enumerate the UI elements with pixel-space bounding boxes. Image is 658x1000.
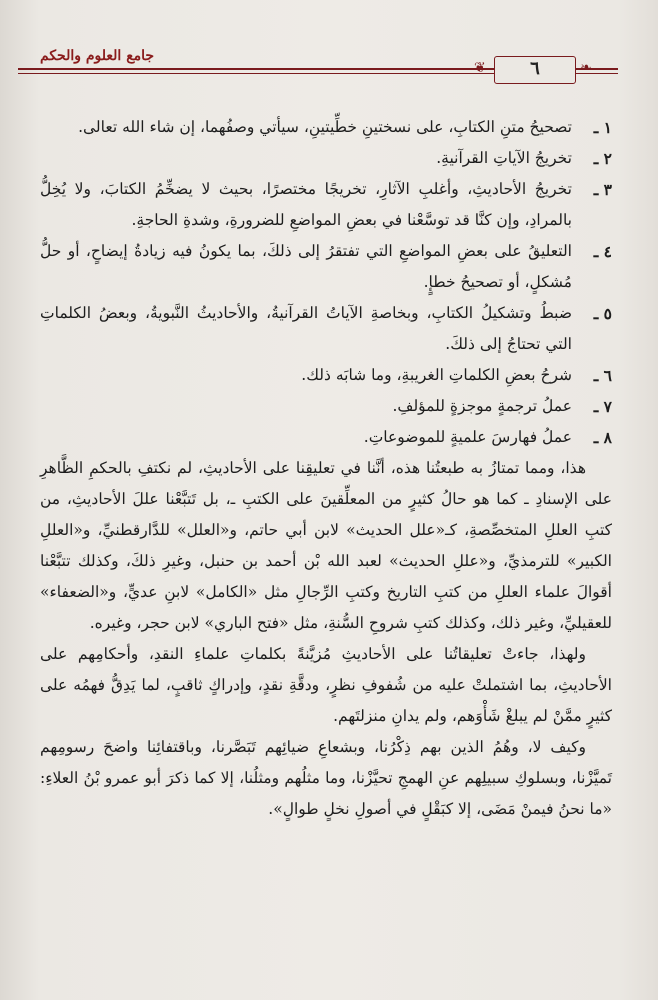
running-title: جامع العلوم والحكم — [40, 48, 155, 64]
list-item — [40, 112, 612, 143]
item-number: ٣ ـ — [593, 180, 612, 199]
list-item — [40, 236, 612, 298]
item-text: التعليقُ على بعضِ المواضعِ التي تفتقرُ إلى ذلكَ، بما يكونُ فيه زيادةُ إيضاحٍ، أو حلُّ مُشكلٍ، أو تصحيحُ خطإٍ. — [40, 242, 572, 291]
paragraph: ولهذا، جاءتْ تعليقاتُنا على الأحاديثِ مُزيَّنةً بكلماتِ علماءِ النقدِ، وأحكامِهم على الأحاديثِ، بما اشتملتْ عليه من شُفوفِ نظرٍ، ودقَّةِ نقدٍ، وإدراكٍ ثاقبٍ، لما يَدِقُّ فهمُه على كثيرٍ ممَّنْ لم يبلغْ شَأْوَهم، ولم يدانِ منزلتَهم. — [40, 645, 612, 725]
item-text: ضبطُ وتشكيلُ الكتابِ، وبخاصةِ الآياتُ القرآنيةُ، والأحاديثُ النَّبويةُ، وبعضُ الكلماتِ التي تحتاجُ إلى ذلكَ. — [40, 304, 572, 353]
item-text: شرحُ بعضِ الكلماتِ الغريبةِ، وما شابَه ذلك. — [301, 366, 572, 384]
list-item — [40, 143, 612, 174]
item-number: ٥ ـ — [593, 304, 612, 323]
item-text: عملُ ترجمةٍ موجزةٍ للمؤلفِ. — [392, 397, 572, 415]
list-item — [40, 391, 612, 422]
paragraph: وكيف لا، وهُمُ الذين بهم ذِكْرُنا، وبشعاعِ ضيائِهم تَبَصَّرنا، وباقتفائِنا واضحَ رسومِهم تَميَّزْنا، وبسلوكِ سبيلِهم عنِ الهمجِ تحيَّزْنا، وما مثلُهم ومثلُنا، إلا كما ذكرَ أبو عمرو بْنُ العلاءِ: «ما نحنُ فيمنْ مَضَى، إلا كبَقْلٍ في أصولِ نخلٍ طوالٍ». — [40, 738, 612, 818]
list-item — [40, 298, 612, 360]
body-text — [40, 112, 612, 825]
item-number: ٨ ـ — [593, 428, 612, 447]
paragraph: هذا، ومما تمتازُ به طبعتُنا هذه، أنَّنا في تعليقِنا على الأحاديثِ، لم نكتفِ بالحكمِ الظَّاهرِ على الإسنادِ ـ كما هو حالُ كثيرٍ من المعلِّقينَ على الكتبِ ـ، بل تَتبَّعْنا عللَ الأحاديثِ، من كتبِ العللِ المتخصِّصةِ، كـ«علل الحديث» لابن أبي حاتم، و«العلل» للدَّارقطنيِّ، و«العللِ الكبير» للترمذيِّ، و«عللِ الحديث» لعبد الله بْن أحمد بن حنبل، وغيرِ ذلكَ، وكذلك تتبَّعْنا أقوالَ علماء العللِ من كتبِ التاريخ وكتبِ الرِّجالِ مثل «الكامل» لابنِ عديٍّ، و«الضعفاء» للعقيليِّ، وغير ذلك، وكذلك كتبِ شروحِ السُّنةِ، مثل «فتح الباري» لابن حجر، وغيره. — [40, 459, 612, 632]
ornament-icon: ❦ — [474, 60, 486, 76]
item-number: ٦ ـ — [593, 366, 612, 385]
item-number: ٤ ـ — [593, 242, 612, 261]
page-number: ٦ — [494, 56, 576, 84]
item-number: ١ ـ — [593, 118, 612, 137]
item-number: ٢ ـ — [593, 149, 612, 168]
list-item — [40, 360, 612, 391]
item-text: تخريجُ الآياتِ القرآنيةِ. — [436, 149, 572, 167]
list-item — [40, 422, 612, 453]
item-text: تخريجُ الأحاديثِ، وأغلبِ الآثارِ، تخريجًا مختصرًا، بحيث لا يضخِّمُ الكتابَ، ولا يُخِلُّ بالمرادِ، وإن كنَّا قد توسَّعْنا في بعضِ المواضعِ للضرورةِ، وشدةِ الحاجةِ. — [40, 180, 572, 229]
page-header — [18, 42, 618, 90]
list-item — [40, 174, 612, 236]
item-text: عملُ فهارسَ علميةٍ للموضوعاتِ. — [363, 428, 572, 446]
ornament-icon: ❧ — [580, 60, 592, 76]
item-number: ٧ ـ — [593, 397, 612, 416]
item-text: تصحيحُ متنِ الكتابِ، على نسختينِ خطِّيتينِ، سيأتي وصفُهما، إن شاء الله تعالى. — [78, 118, 572, 136]
